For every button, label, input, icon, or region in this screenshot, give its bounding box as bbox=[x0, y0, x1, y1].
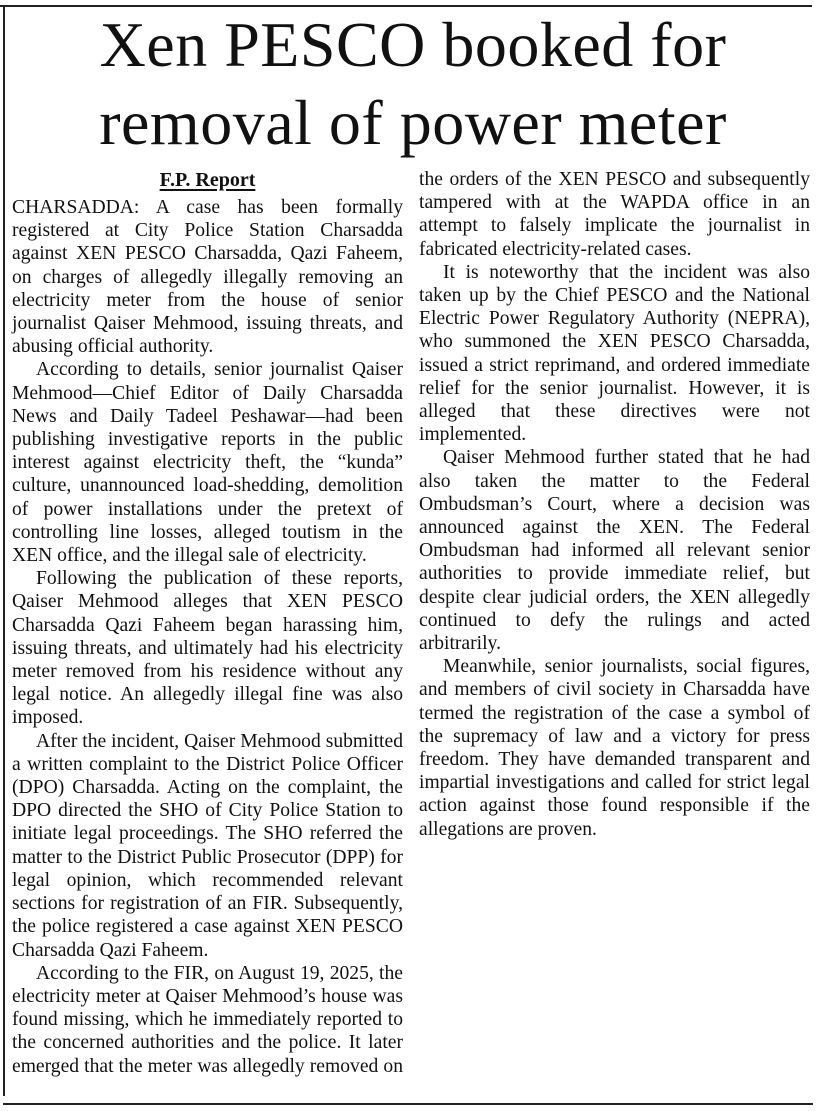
paragraph: Meanwhile, senior journalists, social figures, and members of civil society in Charsadda have termed the registration of the case a symbol of the supremacy of law and a victory for press freedom. They have demanded transparent and impartial investigations and called for strict legal action against those found responsible if the allegations are proven. bbox=[419, 656, 810, 840]
article-body bbox=[12, 168, 810, 1098]
paragraph: Following the publication of these reports, Qaiser Mehmood alleges that XEN PESCO Charsadda Qazi Faheem began harassing him, issuing threats, and ultimately had his electricity meter removed from his residence without any legal notice. An allegedly illegal fine was also imposed. bbox=[12, 568, 403, 729]
left-rule bbox=[3, 6, 5, 1096]
paragraph: According to details, senior journalist Qaiser Mehmood—Chief Editor of Daily Charsadda News and Daily Tadeel Peshawar—had been publishing investigative reports in the public interest against electricity theft, the “kunda” culture, unannounced load-shedding, demolition of power installations under the pretext of controlling line losses, alleged toutism in the XEN office, and the illegal sale of electricity. bbox=[12, 359, 403, 567]
paragraph: According to the FIR, on August 19, 2025, the electricity meter at Qaiser Mehmood’s house was found missing, which he immediately reported to the concerned authorities and the police. It later emerged that the meter was allegedly removed on the orders of the XEN PESCO and subsequently tampered with at the WAPDA office in an attempt to falsely implicate the journalist in fabricated electricity-related cases. bbox=[12, 169, 810, 1077]
paragraph: Qaiser Mehmood further stated that he had also taken the matter to the Federal Ombudsman’s Court, where a decision was announced against the XEN. The Federal Ombudsman had informed all relevant senior authorities to provide immediate relief, but despite clear judicial orders, the XEN allegedly continued to defy the rulings and acted arbitrarily. bbox=[419, 447, 810, 655]
paragraph: CHARSADDA: A case has been formally registered at City Police Station Charsadda against XEN PESCO Charsadda, Qazi Faheem, on charges of allegedly illegally removing an electricity meter from the house of senior journalist Qaiser Mehmood, issuing threats, and abusing official authority. bbox=[12, 197, 403, 358]
paragraph: It is noteworthy that the incident was also taken up by the Chief PESCO and the National Electric Power Regulatory Authority (NEPRA), who summoned the XEN PESCO Charsadda, issued a strict reprimand, and ordered immediate relief for the senior journalist. However, it is alleged that these directives were not implemented. bbox=[419, 261, 810, 446]
headline bbox=[0, 6, 826, 162]
byline: F.P. Report bbox=[159, 169, 256, 191]
headline-line-2: removal of power meter bbox=[99, 87, 727, 158]
bottom-rule bbox=[3, 1103, 813, 1105]
paragraph: After the incident, Qaiser Mehmood submitted a written complaint to the District Police Officer (DPO) Charsadda. Acting on the complaint, the DPO directed the SHO of City Police Station to initiate legal proceedings. The SHO referred the matter to the District Public Prosecutor (DPP) for legal opinion, which recommended relevant sections for registration of an FIR. Subsequently, the police registered a case against XEN PESCO Charsadda Qazi Faheem. bbox=[12, 730, 403, 961]
headline-line-1: Xen PESCO booked for bbox=[99, 9, 727, 80]
